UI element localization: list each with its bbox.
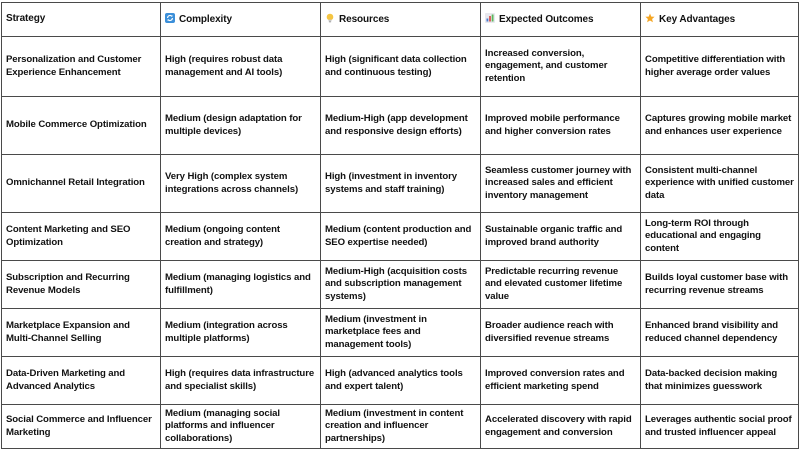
cell-strategy: Social Commerce and Influencer Marketing	[2, 405, 161, 449]
cell-key-advantages: Captures growing mobile market and enhances user experience	[641, 97, 799, 155]
table-row	[2, 37, 799, 97]
cell-complexity: Medium (ongoing content creation and strategy)	[161, 213, 321, 261]
cell-complexity: Medium (managing logistics and fulfillment)	[161, 261, 321, 309]
cell-expected-outcomes: Improved mobile performance and higher conversion rates	[481, 97, 641, 155]
header-label: Key Advantages	[659, 13, 736, 25]
cell-expected-outcomes: Improved conversion rates and efficient marketing spend	[481, 357, 641, 405]
star-icon	[645, 13, 655, 23]
table-header	[2, 3, 799, 37]
cell-complexity: Medium (integration across multiple platforms)	[161, 309, 321, 357]
table-row	[2, 357, 799, 405]
cell-strategy: Subscription and Recurring Revenue Models	[2, 261, 161, 309]
strategy-comparison-table	[1, 2, 799, 449]
header-label: Strategy	[6, 13, 46, 25]
header-strategy	[2, 3, 161, 37]
cell-complexity: Very High (complex system integrations across channels)	[161, 155, 321, 213]
cell-resources: Medium-High (acquisition costs and subscription management systems)	[321, 261, 481, 309]
cell-strategy: Omnichannel Retail Integration	[2, 155, 161, 213]
cell-expected-outcomes: Broader audience reach with diversified revenue streams	[481, 309, 641, 357]
cell-key-advantages: Long-term ROI through educational and engaging content	[641, 213, 799, 261]
header-key-advantages	[641, 3, 799, 37]
cell-resources: Medium (content production and SEO expertise needed)	[321, 213, 481, 261]
cell-key-advantages: Leverages authentic social proof and trusted influencer appeal	[641, 405, 799, 449]
cell-complexity: High (requires robust data management and AI tools)	[161, 37, 321, 97]
cell-strategy: Data-Driven Marketing and Advanced Analytics	[2, 357, 161, 405]
cell-complexity: High (requires data infrastructure and specialist skills)	[161, 357, 321, 405]
cell-key-advantages: Data-backed decision making that minimizes guesswork	[641, 357, 799, 405]
cell-strategy: Mobile Commerce Optimization	[2, 97, 161, 155]
header-expected-outcomes	[481, 3, 641, 37]
cell-expected-outcomes: Accelerated discovery with rapid engagement and conversion	[481, 405, 641, 449]
cell-expected-outcomes: Increased conversion, engagement, and customer retention	[481, 37, 641, 97]
cell-resources: High (investment in inventory systems and staff training)	[321, 155, 481, 213]
table-row	[2, 261, 799, 309]
bar-chart-icon	[485, 13, 495, 23]
table-row	[2, 213, 799, 261]
cell-complexity: Medium (design adaptation for multiple devices)	[161, 97, 321, 155]
cell-key-advantages: Consistent multi-channel experience with unified customer data	[641, 155, 799, 213]
table-row	[2, 309, 799, 357]
strategy-table-container	[1, 2, 798, 448]
header-row	[2, 3, 799, 37]
header-label: Expected Outcomes	[499, 13, 594, 25]
header-label: Complexity	[179, 13, 232, 25]
table-row	[2, 97, 799, 155]
header-label: Resources	[339, 13, 390, 25]
cell-resources: High (significant data collection and continuous testing)	[321, 37, 481, 97]
cell-complexity: Medium (managing social platforms and influencer collaborations)	[161, 405, 321, 449]
lightbulb-icon	[325, 13, 335, 23]
cell-key-advantages: Competitive differentiation with higher average order values	[641, 37, 799, 97]
cell-key-advantages: Builds loyal customer base with recurring revenue streams	[641, 261, 799, 309]
cell-expected-outcomes: Sustainable organic traffic and improved brand authority	[481, 213, 641, 261]
cell-expected-outcomes: Predictable recurring revenue and elevated customer lifetime value	[481, 261, 641, 309]
cell-strategy: Marketplace Expansion and Multi-Channel Selling	[2, 309, 161, 357]
cell-resources: Medium (investment in marketplace fees and management tools)	[321, 309, 481, 357]
table-row	[2, 405, 799, 449]
cell-resources: Medium-High (app development and responsive design efforts)	[321, 97, 481, 155]
cell-expected-outcomes: Seamless customer journey with increased sales and efficient inventory management	[481, 155, 641, 213]
table-body	[2, 37, 799, 449]
cell-key-advantages: Enhanced brand visibility and reduced channel dependency	[641, 309, 799, 357]
cell-resources: Medium (investment in content creation and influencer partnerships)	[321, 405, 481, 449]
header-complexity	[161, 3, 321, 37]
cell-strategy: Content Marketing and SEO Optimization	[2, 213, 161, 261]
header-resources	[321, 3, 481, 37]
cycle-arrows-icon	[165, 13, 175, 23]
table-row	[2, 155, 799, 213]
cell-resources: High (advanced analytics tools and expert talent)	[321, 357, 481, 405]
cell-strategy: Personalization and Customer Experience Enhancement	[2, 37, 161, 97]
